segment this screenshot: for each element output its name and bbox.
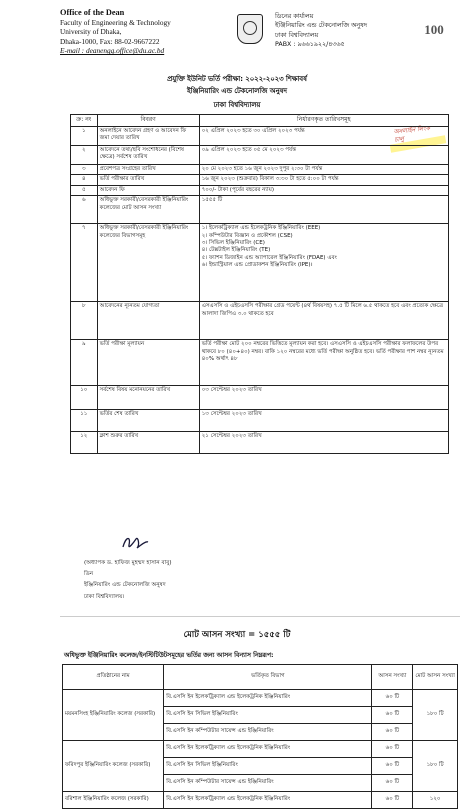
column-header-description: বিবরণ (97, 115, 199, 127)
table-row (71, 165, 449, 175)
institution-name-cell: ময়মনসিংহ ইঞ্জিনিয়ারিং কলেজ (সরকারি) (63, 690, 164, 741)
table-row (71, 386, 449, 410)
university-logo-icon (237, 14, 263, 44)
date-cell: ০৩ সেপ্টেম্বর ২০২৩ তারিখ (199, 386, 448, 410)
description-cell: আবেদনের ন্যূনতম যোগ্যতা (97, 302, 199, 340)
faculty-name-bn: ইঞ্জিনিয়ারিং এন্ড টেকনোলজি অনুষদ (275, 22, 367, 30)
table-header-row (63, 665, 458, 690)
table-row (71, 432, 449, 454)
serial-cell: ১ (71, 127, 98, 146)
office-title: Office of the Dean (60, 8, 125, 17)
signatory-name: (অধ্যাপক ড. হাফিজ মুহম্মদ হাসান বাবু) (84, 560, 172, 566)
seats-cell: ৬০ টি (372, 741, 413, 758)
university-heading: ঢাকা বিশ্ববিদ্যালয় (213, 101, 261, 109)
column-header-institution: প্রতিষ্ঠানের নাম (63, 665, 164, 690)
total-seats-cell: ১৮০ টি (413, 741, 458, 792)
column-header-total-seats: মোট আসন সংখ্যা (413, 665, 458, 690)
department-cell: বি.এসসি ইন ইলেকট্রিক্যাল এন্ড ইলেকট্রনিক ইঞ্জিনিয়ারিং (164, 690, 372, 707)
department-cell: বি.এসসি ইন কম্পিউটার সায়েন্স এন্ড ইঞ্জিনিয়ারিং (164, 724, 372, 741)
exam-heading: প্রযুক্তি ইউনিট ভর্তি পরীক্ষা: ২০২২-২০২৩ শিক্ষাবর্ষ (167, 75, 307, 83)
table-row (71, 127, 449, 146)
description-cell: ভর্তি পরীক্ষার তারিখ (97, 175, 199, 185)
table-row (71, 340, 449, 386)
seats-cell: ৬০ টি (372, 707, 413, 724)
department-cell: বি.এসসি ইন ইলেকট্রিক্যাল এন্ড ইলেকট্রনিক ইঞ্জিনিয়ারিং (164, 792, 372, 809)
seats-cell: ৬০ টি (372, 775, 413, 792)
page-separator (60, 616, 460, 617)
description-cell: সর্বশেষ বিষয় মনোনয়নের তারিখ (97, 386, 199, 410)
department-cell: বি.এসসি ইন সিভিল ইঞ্জিনিয়ারিং (164, 758, 372, 775)
university-name: University of Dhaka, (60, 27, 122, 37)
table-row (71, 196, 449, 224)
email-address: E-mail : deanengg.office@du.ac.bd (60, 46, 165, 56)
description-cell: আবেদনে তথ্য/ছবি সংশোধনের (বিশেষ ক্ষেত্রে) সর্বশেষ তারিখ (97, 146, 199, 165)
description-cell: প্রবেশপত্র সংগ্রহের তারিখ (97, 165, 199, 175)
department-cell: বি.এসসি ইন সিভিল ইঞ্জিনিয়ারিং (164, 707, 372, 724)
total-seats-heading: মোট আসন সংখ্যা = ১৫৫৫ টি (183, 630, 291, 640)
faculty-name: Faculty of Engineering & Technology (60, 17, 171, 27)
description-cell: ক্লাশ শুরুর তারিখ (97, 432, 199, 454)
seats-cell: ৬০ টি (372, 690, 413, 707)
handwritten-note-line: চালু (394, 135, 405, 144)
table-row (71, 410, 449, 432)
total-seats-cell: ১৮০ টি (413, 690, 458, 741)
serial-cell: ২ (71, 146, 98, 165)
date-cell: ৭০০/- টাকা (পূর্বের বছরের ন্যায়) (199, 185, 448, 195)
table-header-row (71, 115, 449, 127)
serial-cell: ১১ (71, 410, 98, 432)
date-cell: এসএসসি ও এইচএসসি পরীক্ষার গ্রেড পয়েন্ট (৪র্থ বিষয়সহ) ৭.৫ টি মিলে ৬.৫ থাকতে হবে এবং প্রত্যেক ক্ষেত্রে আলাদা জিপিএ ৩.০ থাকতে হবে (199, 302, 448, 340)
column-header-dates: নির্ধারণকৃত তারিখসমূহ (199, 115, 448, 127)
signatory-title: ডিন (84, 571, 94, 578)
serial-cell: ৯ (71, 340, 98, 386)
date-cell: ০২ এপ্রিল ২০২৩ হতে ৩০ এপ্রিল ২০২৩ পর্যন্ত (199, 127, 448, 146)
seats-cell: ৬০ টি (372, 792, 413, 809)
table-row (71, 224, 449, 302)
column-header-seats: আসন সংখ্যা (372, 665, 413, 690)
table-row (71, 146, 449, 165)
description-cell: ভর্তি পরীক্ষা মূল্যায়ন (97, 340, 199, 386)
description-cell: অধিভুক্ত সরকারী/বেসরকারী ইঞ্জিনিয়ারিং কলেজের মোট আসন সংখ্যা (97, 196, 199, 224)
seat-distribution-title: অধিভুক্ত ইঞ্জিনিয়ারিং কলেজ/ইনস্টিটিউটসমূহের ভর্তির জন্য আসন বিন্যাস নিম্নরূপ: (64, 652, 274, 659)
description-cell: অধিভুক্ত সরকারী/বেসরকারী ইঞ্জিনিয়ারিং কলেজের বিভাগসমূহ (97, 224, 199, 302)
date-cell: ০৯ এপ্রিল ২০২৩ হতে ০৫ মে ২০২৩ পর্যন্ত (199, 146, 448, 165)
description-cell: অনলাইনে আবেদন গ্রহণ ও আবেদন ফি জমা দেয়ার তারিখ (97, 127, 199, 146)
seat-table (62, 664, 458, 809)
total-seats-cell: ১২০ (413, 792, 458, 809)
serial-cell: ১২ (71, 432, 98, 454)
institution-name-cell: বরিশাল ইঞ্জিনিয়ারিং কলেজ (সরকারি) (63, 792, 164, 809)
letterhead-english (60, 8, 235, 56)
table-row (71, 175, 449, 185)
date-cell: ২০ মে ২০২৩ হতে ১৬ জুন ২০২৩ দুপুর ২:৩০ টা পর্যন্ত (199, 165, 448, 175)
department-cell: বি.এসসি ইন ইলেকট্রিক্যাল এন্ড ইলেকট্রনিক ইঞ্জিনিয়ারিং (164, 741, 372, 758)
serial-cell: ৪ (71, 175, 98, 185)
institution-name-cell: ফরিদপুর ইঞ্জিনিয়ারিং কলেজ (সরকারি) (63, 741, 164, 792)
serial-cell: ৮ (71, 302, 98, 340)
table-row (71, 185, 449, 195)
serial-cell: ৬ (71, 196, 98, 224)
column-header-serial: ক্র: নং (71, 115, 98, 127)
date-cell: ২১ সেপ্টেম্বর ২০২৩ তারিখ (199, 432, 448, 454)
column-header-department: ভর্তিকৃত বিভাগ (164, 665, 372, 690)
serial-cell: ১০ (71, 386, 98, 410)
pabx-number: PABX : ৯৬৬১৯২২/৪৩৬৫ (275, 41, 345, 49)
department-cell: বি.এসসি ইন কম্পিউটার সায়েন্স এন্ড ইঞ্জিনিয়ারিং (164, 775, 372, 792)
serial-cell: ৩ (71, 165, 98, 175)
serial-cell: ৭ (71, 224, 98, 302)
handwritten-note-line: অনলাইন লিংক (393, 124, 431, 136)
table-row (63, 792, 458, 809)
description-cell: ভর্তির শেষ তারিখ (97, 410, 199, 432)
signatory-faculty: ইঞ্জিনিয়ারিং এন্ড টেকনোলজি অনুষদ (84, 582, 166, 589)
signature-block (84, 558, 172, 603)
serial-cell: ৫ (71, 185, 98, 195)
description-cell: আবেদন ফি (97, 185, 199, 195)
office-title-bn: ডিনের কার্যালয় (275, 13, 314, 20)
seats-cell: ৬০ টি (372, 758, 413, 775)
table-row (63, 690, 458, 707)
table-row (71, 302, 449, 340)
schedule-table (70, 114, 449, 454)
date-cell: ১৬ জুন ২০২৩ (শুক্রবার) বিকাল ৩:৩০ টা হতে ৫:০০ টা পর্যন্ত (199, 175, 448, 185)
signatory-university: ঢাকা বিশ্ববিদ্যালয়। (84, 593, 125, 600)
university-name-bn: ঢাকা বিশ্ববিদ্যালয় (275, 31, 319, 39)
table-row (63, 741, 458, 758)
letterhead-bangla (275, 12, 415, 50)
centenary-logo: 100 (424, 22, 444, 37)
date-cell: ১৩ সেপ্টেম্বর ২০২৩ তারিখ (199, 410, 448, 432)
departments-list-cell: ১। ইলেকট্রিক্যাল এন্ড ইলেকট্রনিক ইঞ্জিনিয়ারিং (EEE) ২। কম্পিউটার বিজ্ঞান ও প্রকৌশল (CSE) ৩। সিভিল ইঞ্জিনিয়ারিং (CE) ৪। টেক্সটাইল ইঞ্জিনিয়ারিং (TE) ৫। ফ্যাশন ডিজাইন এন্ড অ্যাপারেল ইঞ্জিনিয়ারিং (FDAE) এবং ৬। ইন্ডাস্ট্রিয়াল এন্ড প্রোডাকশন ইঞ্জিনিয়ারিং (IPE)। (199, 224, 448, 302)
date-cell: ভর্তি পরীক্ষা মোট ২০০ নম্বরের ভিত্তিতে মূল্যায়ন করা হবে। এসএসসি ও এইচএসসি পরীক্ষার ফলাফলের উপর থাকবে ৮০ (৪০+৪০) নম্বর। বাকি ১২০ নম্বরের মধ্যে ভর্তি পরীক্ষা অনুষ্ঠিত হবে। ভর্তি পরীক্ষার পাশ নম্বর ন্যূনতম ৪০% অর্থাৎ ৪৮ (199, 340, 448, 386)
signature-scribble (120, 533, 150, 553)
address-fax: Dhaka-1000, Fax: 88-02-9667222 (60, 36, 160, 46)
faculty-heading: ইঞ্জিনিয়ারিং এন্ড টেকনোলজি অনুষদ (187, 87, 287, 95)
date-cell: ১৫৫৫ টি (199, 196, 448, 224)
seats-cell: ৬০ টি (372, 724, 413, 741)
